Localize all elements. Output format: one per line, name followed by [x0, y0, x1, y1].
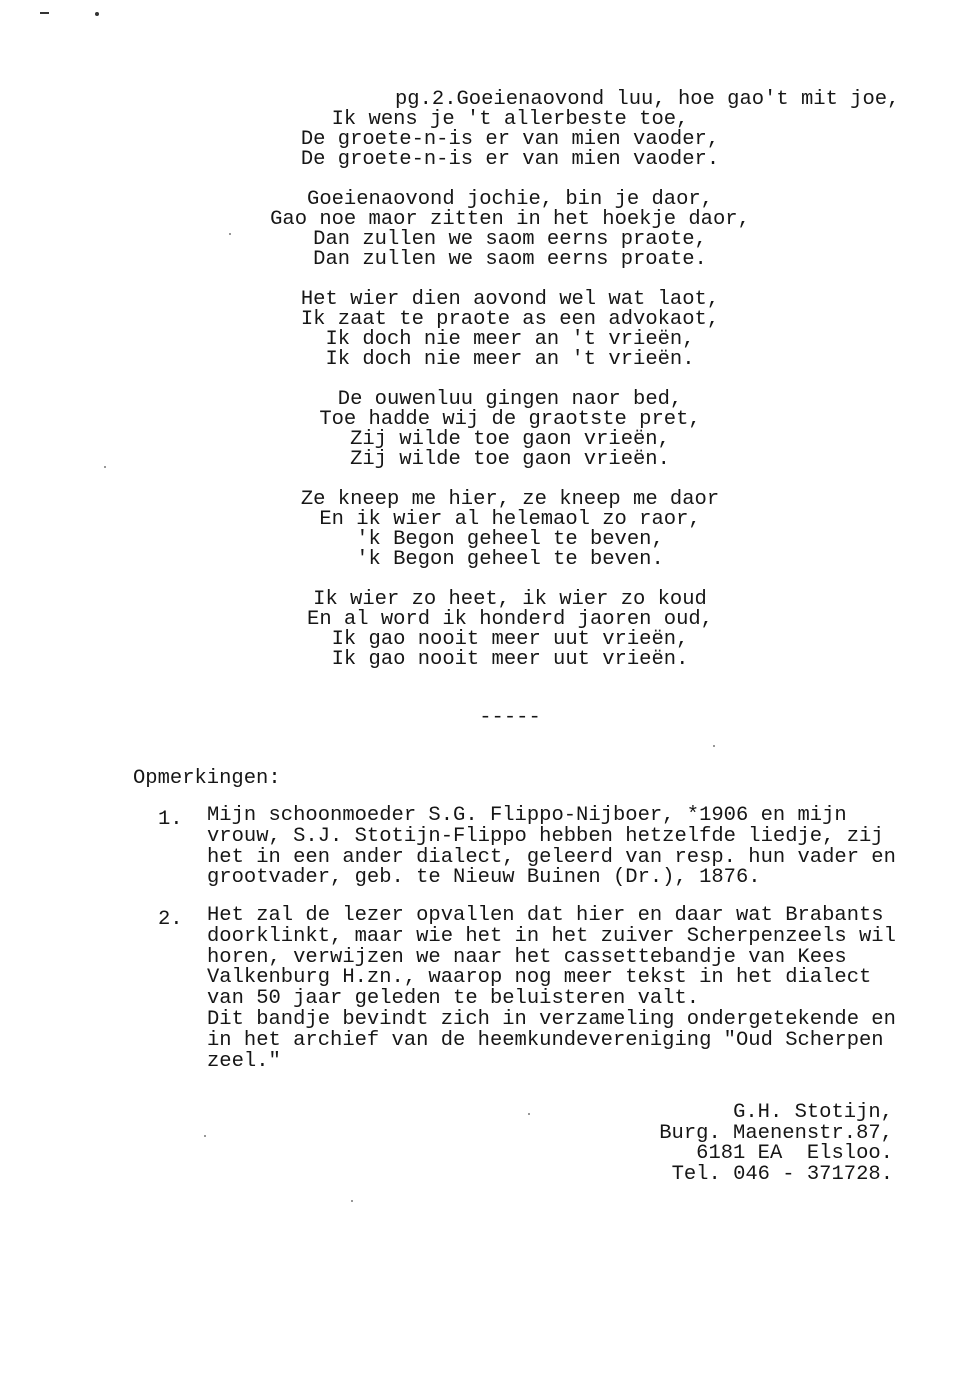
stanza-2	[47, 190, 973, 270]
signature-name: G.H. Stotijn,	[733, 1101, 893, 1124]
remark-line: in het archief van de heemkundevereniging "Oud Scherpen	[207, 1028, 884, 1052]
poem-line: Ik doch nie meer an 't vrieën.	[325, 348, 695, 371]
remark-line: Valkenburg H.zn., waarop nog meer tekst in het dialect	[207, 966, 872, 990]
scan-speck	[528, 1113, 530, 1115]
poem-line: Ik zaat te praote as een advokaot,	[300, 308, 720, 331]
stanza-5	[47, 490, 973, 570]
remark-line: Dit bandje bevindt zich in verzameling ondergetekende en	[207, 1007, 896, 1031]
remark-text-2	[207, 906, 896, 1072]
remark-line: zeel."	[207, 1049, 281, 1073]
poem-line: De groete-n-is er van mien vaoder,	[300, 128, 720, 151]
poem-line: Ik wens je 't allerbeste toe,	[331, 108, 689, 131]
scan-speck	[713, 745, 715, 747]
remark-line: van 50 jaar geleden te beluisteren valt.	[207, 987, 700, 1011]
remark-line: Mijn schoonmoeder S.G. Flippo-Nijboer, *1906 en mijn	[207, 804, 847, 827]
poem-line: De ouwenluu gingen naor bed,	[337, 388, 683, 411]
scan-speck	[204, 1135, 206, 1137]
poem-line: Zij wilde toe gaon vrieën,	[350, 428, 670, 451]
scan-speck	[351, 1200, 353, 1202]
signature-city: 6181 EA Elsloo.	[696, 1142, 893, 1166]
stanza-4	[47, 390, 973, 470]
stanza-6	[47, 590, 973, 670]
poem-line: Ik wier zo heet, ik wier zo koud	[313, 588, 707, 611]
section-separator: -----	[479, 706, 541, 729]
remark-line: Het zal de lezer opvallen dat hier en daar wat Brabants	[207, 904, 884, 927]
remark-number: 2.	[158, 908, 183, 931]
remark-line: het in een ander dialect, geleerd van resp. hun vader en	[207, 845, 896, 869]
remark-number: 1.	[158, 808, 183, 831]
poem	[47, 90, 973, 690]
signature-phone: Tel. 046 - 371728.	[671, 1163, 893, 1187]
poem-line: Ik gao nooit meer uut vrieën,	[331, 628, 689, 651]
poem-line: Gao noe maor zitten in het hoekje daor,	[270, 208, 750, 231]
poem-line: pg.2.Goeienaovond luu, hoe gao't mit joe,	[395, 88, 900, 111]
scan-mark-dot	[95, 12, 99, 16]
poem-line: Ik gao nooit meer uut vrieën.	[331, 648, 689, 671]
poem-line: Zij wilde toe gaon vrieën.	[350, 448, 670, 471]
poem-line: Ze kneep me hier, ze kneep me daor	[300, 488, 720, 511]
poem-line: Dan zullen we saom eerns proate.	[313, 248, 707, 271]
remark-text-1	[207, 806, 896, 889]
poem-line: En al word ik honderd jaoren oud,	[307, 608, 713, 631]
stanza-3	[47, 290, 973, 370]
poem-line: Het wier dien aovond wel wat laot,	[300, 288, 720, 311]
remark-line: doorklinkt, maar wie het in het zuiver Scherpenzeels wil	[207, 924, 896, 948]
remark-line: horen, verwijzen we naar het cassettebandje van Kees	[207, 945, 847, 969]
scan-mark-dash	[40, 12, 49, 14]
poem-line: 'k Begon geheel te beven,	[356, 528, 664, 551]
stanza-1	[47, 90, 973, 170]
poem-line: Dan zullen we saom eerns praote,	[313, 228, 707, 251]
poem-line: 'k Begon geheel te beven.	[356, 548, 664, 571]
remark-line: vrouw, S.J. Stotijn-Flippo hebben hetzelfde liedje, zij	[207, 824, 884, 848]
remark-line: grootvader, geb. te Nieuw Buinen (Dr.), 1876.	[207, 866, 761, 890]
remarks-heading: Opmerkingen:	[133, 767, 281, 790]
poem-line: Toe hadde wij de graotste pret,	[319, 408, 701, 431]
poem-line: En ik wier al helemaol zo raor,	[319, 508, 701, 531]
poem-line: Ik doch nie meer an 't vrieën,	[325, 328, 695, 351]
signature-street: Burg. Maenenstr.87,	[659, 1121, 893, 1145]
signature-address-block	[659, 1103, 893, 1186]
poem-line: De groete-n-is er van mien vaoder.	[300, 148, 720, 171]
poem-line: Goeienaovond jochie, bin je daor,	[307, 188, 713, 211]
